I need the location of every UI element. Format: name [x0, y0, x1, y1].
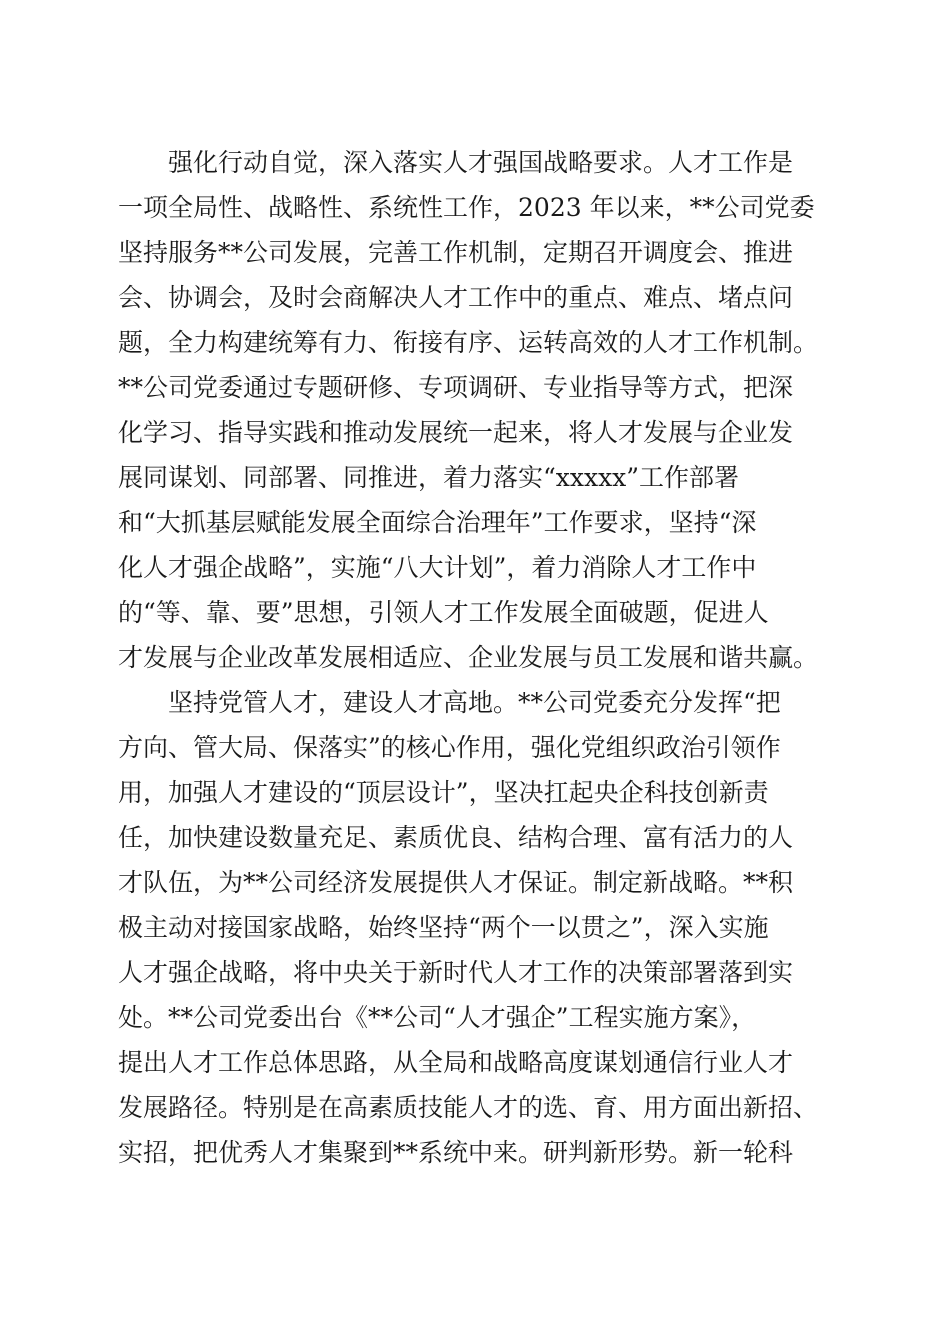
paragraph-line: 极主动对接国家战略，始终坚持“两个一以贯之”，深入实施 — [118, 913, 769, 942]
paragraph-line: 坚持服务**公司发展，完善工作机制，定期召开调度会、推进 — [118, 238, 794, 267]
paragraph-line: 发展路径。特别是在高素质技能人才的选、育、用方面出新招、 — [118, 1093, 819, 1122]
paragraph-line: 坚持党管人才，建设人才高地。**公司党委充分发挥“把 — [168, 688, 781, 717]
paragraph-line: 和“大抓基层赋能发展全面综合治理年”工作要求，坚持“深 — [118, 508, 757, 537]
paragraph-line: 化人才强企战略”，实施“八大计划”，着力消除人才工作中 — [118, 553, 757, 582]
paragraph-line: 展同谋划、同部署、同推进，着力落实“xxxxx”工作部署 — [118, 463, 740, 492]
paragraph-line: 的“等、靠、要”思想，引领人才工作发展全面破题，促进人 — [118, 598, 769, 627]
paragraph-line: 用，加强人才建设的“顶层设计”，坚决扛起央企科技创新责 — [118, 778, 769, 807]
paragraph-line: 才发展与企业改革发展相适应、企业发展与员工发展和谐共赢。 — [118, 643, 819, 672]
paragraph-line: 一项全局性、战略性、系统性工作，2023 年以来，**公司党委 — [118, 193, 815, 222]
paragraph-line: **公司党委通过专题研修、专项调研、专业指导等方式，把深 — [118, 373, 794, 402]
paragraph-line: 任，加快建设数量充足、素质优良、结构合理、富有活力的人 — [118, 823, 794, 852]
paragraph-line: 题，全力构建统筹有力、衔接有序、运转高效的人才工作机制。 — [118, 328, 819, 357]
paragraph-line: 才队伍，为**公司经济发展提供人才保证。制定新战略。**积 — [118, 868, 794, 897]
paragraph-line: 处。**公司党委出台《**公司“人才强企”工程实施方案》， — [118, 1003, 757, 1032]
paragraph-line: 提出人才工作总体思路，从全局和战略高度谋划通信行业人才 — [118, 1048, 794, 1077]
paragraph-line: 方向、管大局、保落实”的核心作用，强化党组织政治引领作 — [118, 733, 781, 762]
paragraph-line: 会、协调会，及时会商解决人才工作中的重点、难点、堵点问 — [118, 283, 794, 312]
paragraph-line: 实招，把优秀人才集聚到**系统中来。研判新形势。新一轮科 — [118, 1138, 794, 1167]
paragraph-line: 化学习、指导实践和推动发展统一起来，将人才发展与企业发 — [118, 418, 794, 447]
paragraph-line: 强化行动自觉，深入落实人才强国战略要求。人才工作是 — [168, 148, 794, 177]
paragraph-line: 人才强企战略，将中央关于新时代人才工作的决策部署落到实 — [118, 958, 794, 987]
